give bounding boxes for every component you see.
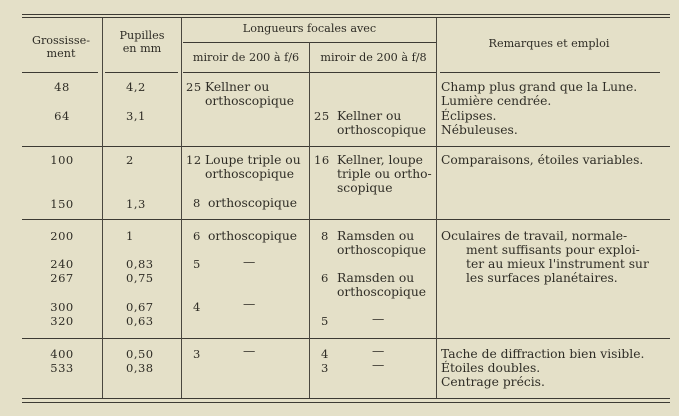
pupille-cell: 0,50	[126, 347, 154, 361]
pupille-cell: 0,67	[126, 300, 154, 314]
remarque-line: Lumière cendrée.	[441, 94, 552, 108]
oculaire-f8: orthoscopique	[337, 243, 427, 257]
grossissement-cell: 240	[50, 257, 74, 271]
header-rule-col5	[440, 72, 660, 73]
oculaire-f8: orthoscopique	[337, 285, 427, 299]
top-double-rule-1	[22, 14, 670, 15]
pupille-cell: 3,1	[126, 109, 146, 123]
oculaire-f6: orthoscopique	[205, 167, 295, 181]
focale-f8: 5	[321, 314, 329, 328]
grossissement-cell: 320	[50, 314, 74, 328]
header-grossissement: Grossisse- ment	[32, 34, 90, 60]
focale-f6: 8	[193, 196, 201, 210]
pupille-cell: 2	[126, 153, 134, 167]
grossissement-cell: 48	[54, 80, 70, 94]
grossissement-cell: 267	[50, 271, 74, 285]
focale-f6: 25	[186, 80, 202, 94]
remarque-line: Centrage précis.	[441, 375, 545, 389]
grossissement-cell: 150	[50, 197, 74, 211]
remarque-line: Nébuleuses.	[441, 123, 518, 137]
col-sep-2	[181, 18, 182, 398]
grossissement-cell: 533	[50, 361, 74, 375]
dash-cell: —	[372, 358, 385, 372]
grossissement-cell: 400	[50, 347, 74, 361]
oculaire-f8: scopique	[337, 181, 393, 195]
header-longueurs-focales: Longueurs focales avec	[242, 22, 377, 35]
oculaire-f6: orthoscopique	[208, 196, 298, 210]
remarque-line: Éclipses.	[441, 109, 497, 123]
oculaire-f8: orthoscopique	[337, 123, 427, 137]
pupille-cell: 0,63	[126, 314, 154, 328]
remarque-line: Oculaires de travail, normale-	[441, 229, 628, 243]
oculaire-f6: orthoscopique	[208, 229, 298, 243]
remarque-line: Étoiles doubles.	[441, 361, 541, 375]
remarque-line: Comparaisons, étoiles variables.	[441, 153, 644, 167]
top-double-rule-2	[22, 17, 670, 18]
bottom-double-rule-1	[22, 398, 670, 399]
header-rule-col2	[105, 72, 178, 73]
remarque-line: Champ plus grand que la Lune.	[441, 80, 638, 94]
focale-f8: 25	[314, 109, 330, 123]
oculaire-f8: Kellner, loupe	[337, 153, 423, 167]
focale-f8: 6	[321, 271, 329, 285]
header-rule-col1	[22, 72, 98, 73]
oculaire-f8: Kellner ou	[337, 109, 402, 123]
oculaire-f6: Kellner ou	[205, 80, 270, 94]
group3-rule	[22, 338, 670, 339]
pupille-cell: 0,75	[126, 271, 154, 285]
grossissement-cell: 100	[50, 153, 74, 167]
oculaire-f8: triple ou ortho-	[337, 167, 432, 181]
pupille-cell: 1,3	[126, 197, 146, 211]
group1-rule	[22, 146, 670, 147]
dash-cell: —	[372, 312, 385, 326]
grossissement-cell: 64	[54, 109, 70, 123]
grossissement-cell: 200	[50, 229, 74, 243]
dash-cell: —	[243, 297, 256, 311]
remarque-line: ter au mieux l'instrument sur	[466, 257, 649, 271]
pupille-cell: 1	[126, 229, 134, 243]
pupille-cell: 0,83	[126, 257, 154, 271]
dash-cell: —	[243, 344, 256, 358]
focale-f6: 5	[193, 257, 201, 271]
col-sep-3	[309, 42, 310, 398]
dash-cell: —	[372, 344, 385, 358]
focale-f8: 3	[321, 361, 329, 375]
pupille-cell: 4,2	[126, 80, 146, 94]
remarque-line: ment suffisants pour exploi-	[466, 243, 640, 257]
col-sep-4	[436, 18, 437, 398]
header-remarques: Remarques et emploi	[488, 37, 610, 50]
dash-cell: —	[243, 255, 256, 269]
oculaire-f6: Loupe triple ou	[205, 153, 301, 167]
oculaire-f8: Ramsden ou	[337, 229, 415, 243]
bottom-double-rule-2	[22, 402, 670, 403]
header-pupilles: Pupilles en mm	[119, 29, 165, 55]
group2-rule	[22, 219, 670, 220]
focale-f6: 6	[193, 229, 201, 243]
pupille-cell: 0,38	[126, 361, 154, 375]
focale-f6: 4	[193, 300, 201, 314]
oculaire-f6: orthoscopique	[205, 94, 295, 108]
col-sep-1	[102, 18, 103, 398]
remarque-line: les surfaces planétaires.	[466, 271, 618, 285]
header-miroir-f6: miroir de 200 à f/6	[192, 51, 300, 64]
oculaire-f8: Ramsden ou	[337, 271, 415, 285]
focale-f6: 3	[193, 347, 201, 361]
grossissement-cell: 300	[50, 300, 74, 314]
focale-f8: 16	[314, 153, 330, 167]
focale-f8: 4	[321, 347, 329, 361]
header-miroir-f8: miroir de 200 à f/8	[320, 51, 427, 64]
focale-f8: 8	[321, 229, 329, 243]
remarque-line: Tache de diffraction bien visible.	[441, 347, 645, 361]
focale-f6: 12	[186, 153, 202, 167]
